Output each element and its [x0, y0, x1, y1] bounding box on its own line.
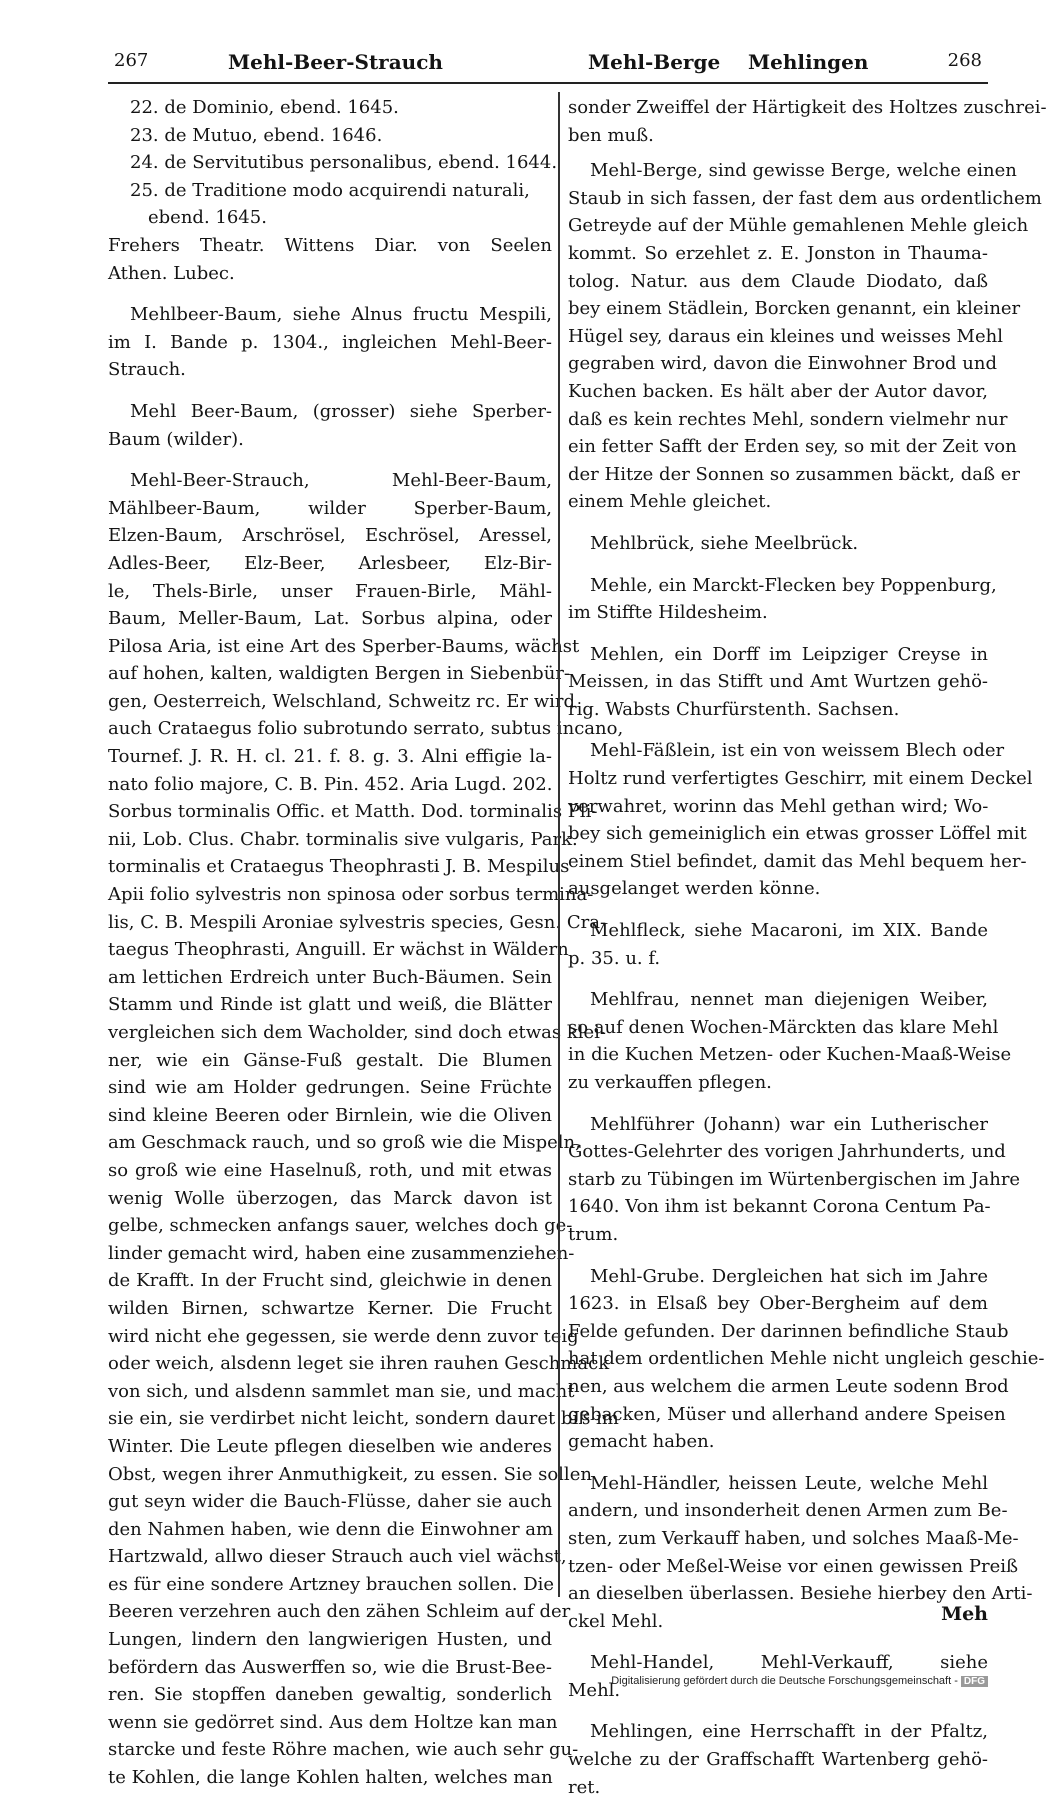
text-line: Frehers Theatr. Wittens Diar. von Seelen — [108, 234, 552, 256]
text-line: ner, wie ein Gänse-Fuß gestalt. Die Blumen — [108, 1049, 552, 1071]
text-line: sonder Zweiffel der Härtigkeit des Holtzes zuschrei- — [568, 97, 1047, 118]
text-line: Kuchen backen. Es hält aber der Autor davor, — [568, 380, 988, 402]
text-line: Mehl-Fäßlein, ist ein von weissem Blech oder — [590, 740, 1005, 762]
text-line: es für eine sondere Artzney brauchen sollen. Die — [108, 1573, 555, 1595]
text-line: Athen. Lubec. — [108, 262, 235, 284]
text-line: Hartzwald, allwo dieser Strauch auch viel wächst, — [108, 1546, 567, 1568]
text-line: tzen- oder Meßel-Weise vor einen gewissen Preiß — [568, 1555, 1018, 1577]
paragraph-gap — [568, 516, 988, 530]
text-line: nen, aus welchem die armen Leute sodenn Brod — [568, 1375, 1009, 1397]
text-line: Obst, wegen ihrer Anmuthigkeit, zu essen. Sie sollen — [108, 1463, 592, 1485]
running-header — [108, 48, 988, 84]
text-line: welche zu der Graffschafft Wartenberg gehö- — [568, 1749, 988, 1771]
text-line: oder weich, alsdenn leget sie ihren rauhen Geschmack — [108, 1353, 610, 1375]
text-line: Lungen, lindern den langwierigen Husten, und — [108, 1629, 552, 1651]
text-line: Mehlingen, eine Herrschafft in der Pfaltz, — [590, 1721, 988, 1743]
text-line: wird nicht ehe gegessen, sie werde denn zuvor teig — [108, 1325, 579, 1347]
paragraph-gap — [108, 287, 552, 301]
header-title-middle: Mehl-Berge — [588, 50, 721, 74]
text-line: Apii folio sylvestris non spinosa oder sorbus termina- — [108, 884, 594, 906]
column-divider — [558, 92, 560, 1597]
text-line: auch Crataegus folio subrotundo serrato, subtus incano, — [108, 718, 624, 740]
paragraph-gap — [108, 453, 552, 467]
text-line: andern, und insonderheit denen Armen zum Be- — [568, 1500, 1008, 1522]
text-line: 1623. in Elsaß bey Ober-Bergheim auf dem — [568, 1293, 988, 1315]
text-line: befördern das Auswerffen so, wie die Brust-Bee- — [108, 1656, 552, 1678]
text-line: Mehlbeer-Baum, siehe Alnus fructu Mespili, — [130, 304, 552, 326]
catchword: Meh — [941, 1603, 988, 1625]
text-line: ein fetter Safft der Erden sey, so mit der Zeit von — [568, 436, 1017, 458]
text-line: am lettichen Erdreich unter Buch-Bäumen. Sein — [108, 966, 552, 988]
text-line: taegus Theophrasti, Anguill. Er wächst in Wäldern — [108, 939, 569, 961]
text-line: Staub in sich fassen, der fast dem aus ordentlichem — [568, 187, 1042, 209]
text-line: gelbe, schmecken anfangs sauer, welches doch ge- — [108, 1215, 573, 1237]
text-line: im I. Bande p. 1304., ingleichen Mehl-Beer- — [108, 331, 552, 353]
text-line: lis, C. B. Mespili Aroniae sylvestris species, Gesn. Cra- — [108, 911, 607, 933]
text-line: sind kleine Beeren oder Birnlein, wie die Oliven — [108, 1104, 552, 1126]
text-line: Stamm und Rinde ist glatt und weiß, die Blätter — [108, 994, 552, 1016]
header-title-right: Mehlingen — [748, 50, 869, 74]
paragraph-gap — [568, 1249, 988, 1263]
text-line: hat dem ordentlichen Mehle nicht ungleich geschie- — [568, 1348, 1045, 1370]
text-line: wenn sie gedörret sind. Aus dem Holtze kan man — [108, 1711, 558, 1733]
paragraph-gap — [568, 558, 988, 572]
header-title-left: Mehl-Beer-Strauch — [228, 50, 443, 74]
text-line: 24. de Servitutibus personalibus, ebend. 1644. — [130, 152, 558, 174]
text-line: sind wie am Holder gedrungen. Seine Früchte — [108, 1077, 552, 1099]
text-line: Mehl-Handel, Mehl-Verkauff, siehe — [590, 1652, 988, 1674]
text-line: Adles-Beer, Elz-Beer, Arlesbeer, Elz-Bir- — [108, 552, 552, 574]
text-line: ausgelanget werden könne. — [568, 878, 821, 900]
text-line: bey einem Städlein, Borcken genannt, ein kleiner — [568, 298, 1021, 320]
text-line: Mehlen, ein Dorff im Leipziger Creyse in — [590, 643, 988, 665]
text-line: ret. — [568, 1776, 601, 1798]
text-line: Felde gefunden. Der darinnen befindliche Staub — [568, 1320, 1009, 1342]
text-line: 23. de Mutuo, ebend. 1646. — [130, 124, 383, 146]
text-line: Elzen-Baum, Arschrösel, Eschrösel, Aressel, — [108, 525, 552, 547]
text-line: 22. de Dominio, ebend. 1645. — [130, 97, 399, 118]
paragraph-gap — [108, 384, 552, 398]
paragraph-gap — [568, 1704, 988, 1718]
text-line: p. 35. u. f. — [568, 947, 661, 969]
text-line: Holtz rund verfertigtes Geschirr, mit einem Deckel — [568, 768, 1033, 790]
text-line: im Stiffte Hildesheim. — [568, 602, 768, 624]
text-line: Tournef. J. R. H. cl. 21. f. 8. g. 3. Alni effigie la- — [108, 746, 552, 768]
paragraph-gap — [568, 627, 988, 641]
text-line: rig. Wabsts Churfürstenth. Sachsen. — [568, 698, 900, 720]
text-line: starb zu Tübingen im Würtenbergischen im Jahre — [568, 1168, 1021, 1190]
text-line: Pilosa Aria, ist eine Art des Sperber-Baums, wächst — [108, 635, 580, 657]
right-column — [568, 94, 1047, 1801]
text-line: den Nahmen haben, wie denn die Einwohner am — [108, 1518, 554, 1540]
text-line: am Geschmack rauch, und so groß wie die Mispeln, — [108, 1132, 581, 1154]
text-line: Baum, Meller-Baum, Lat. Sorbus alpina, oder — [108, 608, 552, 630]
text-line: sie ein, sie verdirbet nicht leicht, sondern dauret biß im — [108, 1408, 619, 1430]
text-line: so groß wie eine Haselnuß, roth, und mit etwas — [108, 1159, 552, 1181]
text-line: Mehl Beer-Baum, (grosser) siehe Sperber- — [130, 400, 552, 422]
text-line: Winter. Die Leute pflegen dieselben wie anderes — [108, 1435, 552, 1457]
text-line: 1640. Von ihm ist bekannt Corona Centum Pa- — [568, 1196, 991, 1218]
text-line: torminalis et Crataegus Theophrasti J. B. Mespilus — [108, 856, 570, 878]
text-line: Mehlführer (Johann) war ein Lutherischer — [590, 1113, 988, 1135]
paragraph-gap — [568, 1635, 988, 1649]
digitization-footer — [611, 1675, 988, 1687]
paragraph-gap — [568, 149, 988, 157]
text-line: ren. Sie stopffen daneben gewaltig, sonderlich — [108, 1684, 552, 1706]
paragraph-gap — [568, 723, 988, 737]
text-line: te Kohlen, die lange Kohlen halten, welches man — [108, 1767, 553, 1789]
text-line: ben muß. — [568, 124, 654, 146]
text-line: verwahret, worinn das Mehl gethan wird; Wo- — [568, 795, 989, 817]
text-line: vergleichen sich dem Wacholder, sind doch etwas klei- — [108, 1022, 607, 1043]
text-line: starcke und feste Röhre machen, wie auch sehr gu- — [108, 1739, 579, 1761]
text-line: in die Kuchen Metzen- oder Kuchen-Maaß-Weise — [568, 1044, 1012, 1066]
text-line: bey sich gemeiniglich ein etwas grosser Löffel mit — [568, 823, 1027, 845]
paragraph-gap — [568, 903, 988, 917]
text-line: auf hohen, kalten, waldigten Bergen in Siebenbür- — [108, 663, 570, 685]
text-line: Gottes-Gelehrter des vorigen Jahrhunderts, und — [568, 1141, 1006, 1163]
page-number-right: 268 — [947, 50, 982, 71]
text-line: Mehl. — [568, 1679, 621, 1701]
text-line: 25. de Traditione modo acquirendi naturali, — [130, 179, 530, 201]
text-line: von sich, und alsdenn sammlet man sie, und macht — [108, 1380, 575, 1402]
text-line: kommt. So erzehlet z. E. Jonston in Thauma- — [568, 242, 988, 264]
text-line: einem Stiel befindet, damit das Mehl bequem her- — [568, 850, 1027, 872]
dfg-logo: DFG — [961, 1676, 988, 1687]
text-line: Mehlbrück, siehe Meelbrück. — [590, 532, 859, 554]
text-line: zu verkauffen pflegen. — [568, 1072, 772, 1093]
text-line: gemacht haben. — [568, 1431, 715, 1453]
text-line: Mehle, ein Marckt-Flecken bey Poppenburg, — [590, 574, 997, 596]
text-line: tolog. Natur. aus dem Claude Diodato, daß — [568, 270, 988, 292]
paragraph-gap — [568, 972, 988, 986]
text-line: le, Thels-Birle, unser Frauen-Birle, Mähl- — [108, 580, 552, 602]
text-line: Mählbeer-Baum, wilder Sperber-Baum, — [108, 497, 552, 519]
text-line: Mehl-Grube. Dergleichen hat sich im Jahre — [590, 1265, 988, 1287]
text-line: de Krafft. In der Frucht sind, gleichwie in denen — [108, 1270, 552, 1292]
text-line: Mehlfleck, siehe Macaroni, im XIX. Bande — [590, 920, 988, 942]
paragraph-gap — [568, 1097, 988, 1111]
footer-text: Digitalisierung gefördert durch die Deutsche Forschungsgemeinschaft - — [611, 1675, 958, 1687]
text-line: gegraben wird, davon die Einwohner Brod und — [568, 353, 998, 375]
text-line: Sorbus torminalis Offic. et Matth. Dod. torminalis Pli- — [108, 801, 598, 823]
text-line: ebend. 1645. — [148, 207, 267, 229]
text-line: Mehl-Beer-Strauch, Mehl-Beer-Baum, — [130, 470, 552, 492]
text-line: gebacken, Müser und allerhand andere Speisen — [568, 1403, 1006, 1425]
text-line: Meissen, in das Stifft und Amt Wurtzen gehö- — [568, 671, 988, 693]
page-number-left: 267 — [114, 50, 149, 71]
text-line: gut seyn wider die Bauch-Flüsse, daher sie auch — [108, 1491, 552, 1513]
text-line: linder gemacht wird, haben eine zusammenziehen- — [108, 1242, 575, 1264]
text-line: daß es kein rechtes Mehl, sondern vielmehr nur — [568, 408, 1008, 430]
text-line: Getreyde auf der Mühle gemahlenen Mehle gleich — [568, 215, 1029, 237]
text-line: sten, zum Verkauff haben, und solches Maaß-Me- — [568, 1527, 1019, 1549]
text-line: Mehl-Berge, sind gewisse Berge, welche einen — [590, 160, 1017, 182]
text-line: an dieselben überlassen. Besiehe hierbey den Arti- — [568, 1583, 1033, 1605]
text-line: trum. — [568, 1223, 619, 1245]
text-line: Strauch. — [108, 359, 186, 381]
text-line: Baum (wilder). — [108, 428, 244, 450]
paragraph-gap — [568, 1456, 988, 1470]
text-line: einem Mehle gleichet. — [568, 491, 772, 513]
text-line: ckel Mehl. — [568, 1610, 664, 1632]
text-line: wenig Wolle überzogen, das Marck davon ist — [108, 1187, 552, 1209]
text-line: nii, Lob. Clus. Chabr. torminalis sive vulgaris, Park. — [108, 828, 578, 850]
text-line: so auf denen Wochen-Märckten das klare Mehl — [568, 1016, 999, 1038]
text-line: nato folio majore, C. B. Pin. 452. Aria Lugd. 202. — [108, 773, 553, 795]
text-line: Mehlfrau, nennet man diejenigen Weiber, — [590, 989, 988, 1011]
text-line: Mehl-Händler, heissen Leute, welche Mehl — [590, 1472, 988, 1494]
text-line: Beeren verzehren auch den zähen Schleim auf der — [108, 1601, 571, 1623]
text-line: Hügel sey, daraus ein kleines und weisses Mehl — [568, 325, 1003, 347]
text-line: wilden Birnen, schwartze Kerner. Die Frucht — [108, 1297, 552, 1319]
text-line: der Hitze der Sonnen so zusammen bäckt, daß er — [568, 463, 1020, 485]
text-line: gen, Oesterreich, Welschland, Schweitz rc. Er wird — [108, 690, 576, 712]
